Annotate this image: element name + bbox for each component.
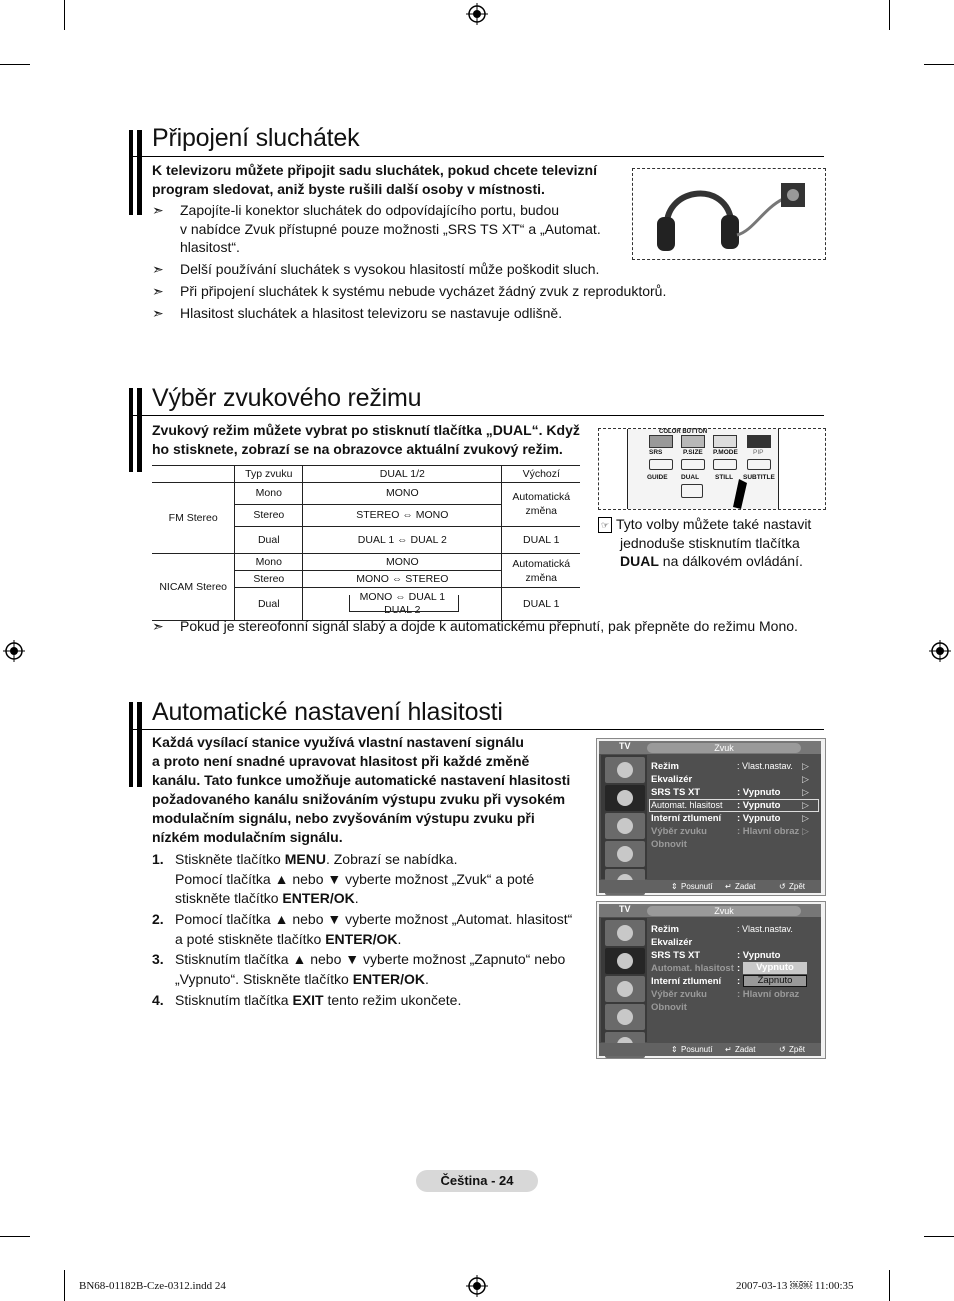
osd-value: : [737,976,741,987]
tip-text: na dálkovém ovládání. [658,553,803,569]
osd-foot-label: Zpět [789,882,806,891]
remote-label: STILL [715,474,734,481]
registration-mark-icon [466,3,488,25]
chevron-right-icon: ▷ [802,800,809,810]
lead-text: K televizoru můžete připojit sadu sluchátek, pokud chcete televizní [152,162,597,178]
osd-value: : Vlast.nastav. [737,761,793,771]
note-text: Při připojení sluchátek k systému nebude vycházet žádný zvuk z reproduktorů. [180,283,667,299]
step-text [175,970,429,990]
osd-menu-title: Zvuk [647,743,801,753]
osd-menu-screen-1 [596,738,826,896]
table-cell [303,588,502,621]
chevron-right-icon: ▷ [802,813,809,823]
setup-icon [605,841,645,867]
step-text: . Zobrazí se nabídka. [325,851,458,867]
table-header: Výchozí [502,466,580,483]
picture-icon [605,757,645,783]
lead-text: Zvukový režim můžete vybrat po stisknutí tlačítka „DUAL“. Když [152,422,580,438]
osd-foot-label: Zadat [735,1045,756,1054]
step-number: 3. [152,951,164,967]
note-text: Zapojíte-li konektor sluchátek do odpovídajícího portu, budou [180,202,560,218]
enter-icon: ↵ [725,882,732,891]
step-key: ENTER/OK [352,970,426,987]
crop-mark [889,1270,890,1301]
table-cell: DUAL 1 [502,588,580,621]
crop-mark [924,64,954,65]
table-header: DUAL 1/2 [303,466,502,483]
step-key: ENTER/OK [325,930,398,947]
note-item [152,304,812,323]
picture-icon [605,920,645,946]
step-text: tento režim ukončete. [323,992,462,1008]
osd-menu-screen-2 [596,901,826,1059]
osd-item: Režim [651,924,679,935]
tip-box [598,515,828,571]
channel-icon [605,976,645,1002]
note-text: v nabídce Zvuk přístupné pouze možnosti „SRS TS XT“ a „Automat. [180,220,601,237]
osd-header [599,741,821,754]
table-cell: MONO [303,483,502,505]
page-number-badge: Čeština - 24 [416,1170,538,1192]
note-arrow-icon: ➣ [152,305,164,321]
note-arrow-icon: ➣ [152,261,164,277]
cell-text: DUAL 2 [384,604,421,616]
remote-label: SRS [649,449,663,456]
table-cell: Dual [235,588,303,621]
registration-mark-icon [929,640,951,662]
step-key: MENU [284,851,326,867]
step-text: „Vypnuto“. Stiskněte tlačítko [175,970,353,987]
osd-value: : Vypnuto [737,787,781,798]
note-text: hlasitost“. [180,239,240,255]
pointer-arrow-icon [727,477,747,509]
step-text [175,850,457,870]
step-text: . [354,890,359,906]
osd-value: : [737,963,741,974]
crop-mark [924,1236,954,1237]
color-button-blue [747,435,771,448]
osd-tv-label: TV [619,904,631,914]
step-text [175,991,461,1011]
lead-text: ho stisknete, zobrazí se na obrazovce aktuální zvukový režim. [152,441,563,457]
table-cell [502,554,580,588]
section-title-headphones: Připojení sluchátek [152,124,360,152]
table-cell: Dual [235,526,303,553]
cell-text: změna [525,505,557,518]
return-icon: ↺ [779,1045,786,1054]
section-bar [129,702,142,787]
tip-text: jednoduše stisknutím tlačítka [620,534,800,551]
osd-item: Obnovit [651,839,687,850]
footer-timestamp: 2007-03-13 ￼￼ 11:00:35 [736,1280,854,1292]
osd-value: : Vypnuto [737,813,781,824]
remote-label: COLOR BUTTON [659,429,708,435]
chevron-right-icon: ▷ [802,774,809,784]
step-text: . [425,970,429,987]
table-cell: DUAL 1 [502,526,580,553]
registration-mark-icon [3,640,25,662]
cell-text: změna [525,571,557,584]
steps-list [152,850,592,1010]
step-text: . [397,930,402,947]
section-title-auto-volume: Automatické nastavení hlasitosti [152,698,503,726]
enter-icon: ↵ [725,1045,732,1054]
table-cell: STEREO ⇔ MONO [303,504,502,526]
section-rule [129,729,824,730]
crop-mark [64,1270,65,1301]
cycle-bracket [349,595,459,612]
channel-icon [605,813,645,839]
remote-label: GUIDE [647,474,668,481]
remote-control-illustration [598,428,826,510]
table-cell: Mono [235,554,303,571]
osd-footer [599,1043,821,1056]
crop-mark [64,0,65,30]
return-icon: ↺ [779,882,786,891]
step-text: Stisknutím tlačítka ▲ nebo ▼ vyberte možnost „Zapnuto“ nebo [175,951,566,967]
note-item [152,260,812,279]
tip-text: Tyto volby můžete také nastavit [616,516,812,532]
headphones-icon [633,169,825,259]
table-cell: MONO [303,554,502,571]
srs-button [649,459,673,470]
sound-icon [605,785,645,811]
headphones-illustration [632,168,826,260]
setup-icon [605,1004,645,1030]
section-title-sound-mode: Výběr zvukového režimu [152,384,422,412]
remote-label: PIP [753,449,764,456]
sound-icon [605,948,645,974]
step-text [175,889,359,909]
osd-value: : Vlast.nastav. [737,924,793,934]
color-button-yellow [713,435,737,448]
chevron-right-icon: ▷ [802,826,809,836]
step-text [175,930,401,950]
table-cell: Mono [235,483,303,505]
osd-foot-label: Posunutí [681,882,713,891]
move-icon: ⇕ [671,882,678,891]
step-key: ENTER/OK [282,890,355,906]
osd-foot-label: Posunutí [681,1045,713,1054]
osd-item: Výběr zvuku [651,826,707,837]
lead-text: nízkém modulačním signálu. [152,829,343,845]
step-text: Stiskněte tlačítko [175,851,285,867]
pip-button [747,459,771,470]
osd-side-icons [601,755,647,879]
lead-text: Každá vysílací stanice využívá vlastní nastavení signálu [152,734,524,750]
osd-item: SRS TS XT [651,950,701,961]
tip-bold: DUAL [620,553,659,569]
table-cell: Stereo [235,504,303,526]
note-text: Hlasitost sluchátek a hlasitost televizoru se nastavuje odlišně. [180,305,563,321]
osd-frame [599,904,821,1056]
step-text: Pomocí tlačítka ▲ nebo ▼ vyberte možnost „Automat. hlasitost“ [175,911,573,927]
step-text: stiskněte tlačítko [175,890,283,906]
table-cell [502,483,580,527]
osd-value: : Vypnuto [737,950,781,961]
crop-mark [0,64,30,65]
step-text: Stisknutím tlačítka [175,992,293,1008]
step-text: a poté stiskněte tlačítko [175,930,326,947]
osd-item: Ekvalizér [651,937,693,948]
note-arrow-icon: ➣ [152,202,164,218]
osd-item: SRS TS XT [651,787,701,798]
osd-item: Výběr zvuku [651,989,707,1000]
note-item [152,282,812,301]
chevron-right-icon: ▷ [802,761,809,771]
section-rule [129,156,824,157]
dual-button [681,484,703,498]
osd-foot-label: Zadat [735,882,756,891]
osd-popup-option: Vypnuto [743,962,807,974]
chevron-right-icon: ▷ [802,787,809,797]
osd-value: : Hlavní obraz [737,826,800,837]
step-text: Pomocí tlačítka ▲ nebo ▼ vyberte možnost „Zvuk“ a poté [175,870,535,887]
note-item [152,201,622,257]
table-cell: NICAM Stereo [152,554,235,621]
color-button-green [681,435,705,448]
registration-mark-icon [466,1275,488,1297]
table-cell: FM Stereo [152,483,235,554]
remote-label: DUAL [681,474,700,481]
osd-item-selected: Automat. hlasitost [651,800,723,810]
tip-text [598,552,828,571]
table-header: Typ zvuku [235,466,303,483]
osd-frame [599,741,821,893]
sound-mode-table [152,465,580,621]
footer-file-name: BN68-01182B-Cze-0312.indd 24 [79,1280,226,1292]
osd-value: : Vypnuto [737,800,781,811]
lead-text: kanálu. Tato funkce umožňuje automatické nastavení hlasitosti [152,772,571,788]
section-bar [129,388,142,472]
table-header [152,466,235,483]
psize-button [681,459,705,470]
osd-item: Automat. hlasitost [651,963,734,974]
step-number: 4. [152,992,164,1008]
remote-label: P.SIZE [683,449,703,456]
note-text: Pokud je stereofonní signál slabý a dojde k automatickému přepnutí, pak přepněte do režimu Mono. [180,618,798,634]
osd-item: Režim [651,761,679,772]
note-arrow-icon: ➣ [152,283,164,299]
lead-text: a proto není snadné upravovat hlasitost při každé změně [152,753,530,769]
osd-popup-option-selected: Zapnuto [743,975,807,987]
section-rule [129,415,824,416]
osd-item: Ekvalizér [651,774,693,785]
section-bar [129,130,142,215]
table-cell: Stereo [235,571,303,588]
table-cell: MONO ⇔ STEREO [303,571,502,588]
remote-label: SUBTITLE [743,474,775,481]
note-arrow-icon: ➣ [152,618,164,634]
osd-item: Obnovit [651,1002,687,1013]
note-hand-icon: ☞ [598,517,612,533]
table-cell: DUAL 1 ⇔ DUAL 2 [303,526,502,553]
osd-menu-title: Zvuk [647,906,801,916]
lead-text: modulačním signálu, nebo zvyšováním výstupu zvuku při [152,810,535,826]
cell-text: MONO ⇔ DUAL 1 [359,591,446,603]
cell-text: Automatická [512,491,571,504]
crop-mark [0,1236,30,1237]
lead-text: program sledovat, aniž byste rušili další osoby v místnosti. [152,181,545,197]
osd-tv-label: TV [619,741,631,751]
osd-foot-label: Zpět [789,1045,806,1054]
osd-side-icons [601,918,647,1042]
crop-mark [889,0,890,30]
step-number: 2. [152,911,164,927]
osd-value: : Hlavní obraz [737,989,800,1000]
lead-text: požadovaného kanálu snižováním výstupu zvuku při vysokém [152,791,566,807]
step-number: 1. [152,851,164,867]
step-key: EXIT [292,992,324,1008]
note-text: Delší používání sluchátek s vysokou hlasitostí může poškodit sluch. [180,261,600,277]
move-icon: ⇕ [671,1045,678,1054]
note-item [152,617,832,636]
osd-footer [599,880,821,893]
osd-item: Interní ztlumení [651,976,722,987]
color-button-red [649,435,673,448]
cell-text: Automatická [512,557,571,570]
osd-item: Interní ztlumení [651,813,722,824]
osd-header [599,904,821,917]
remote-label: P.MODE [713,449,738,456]
pmode-button [713,459,737,470]
